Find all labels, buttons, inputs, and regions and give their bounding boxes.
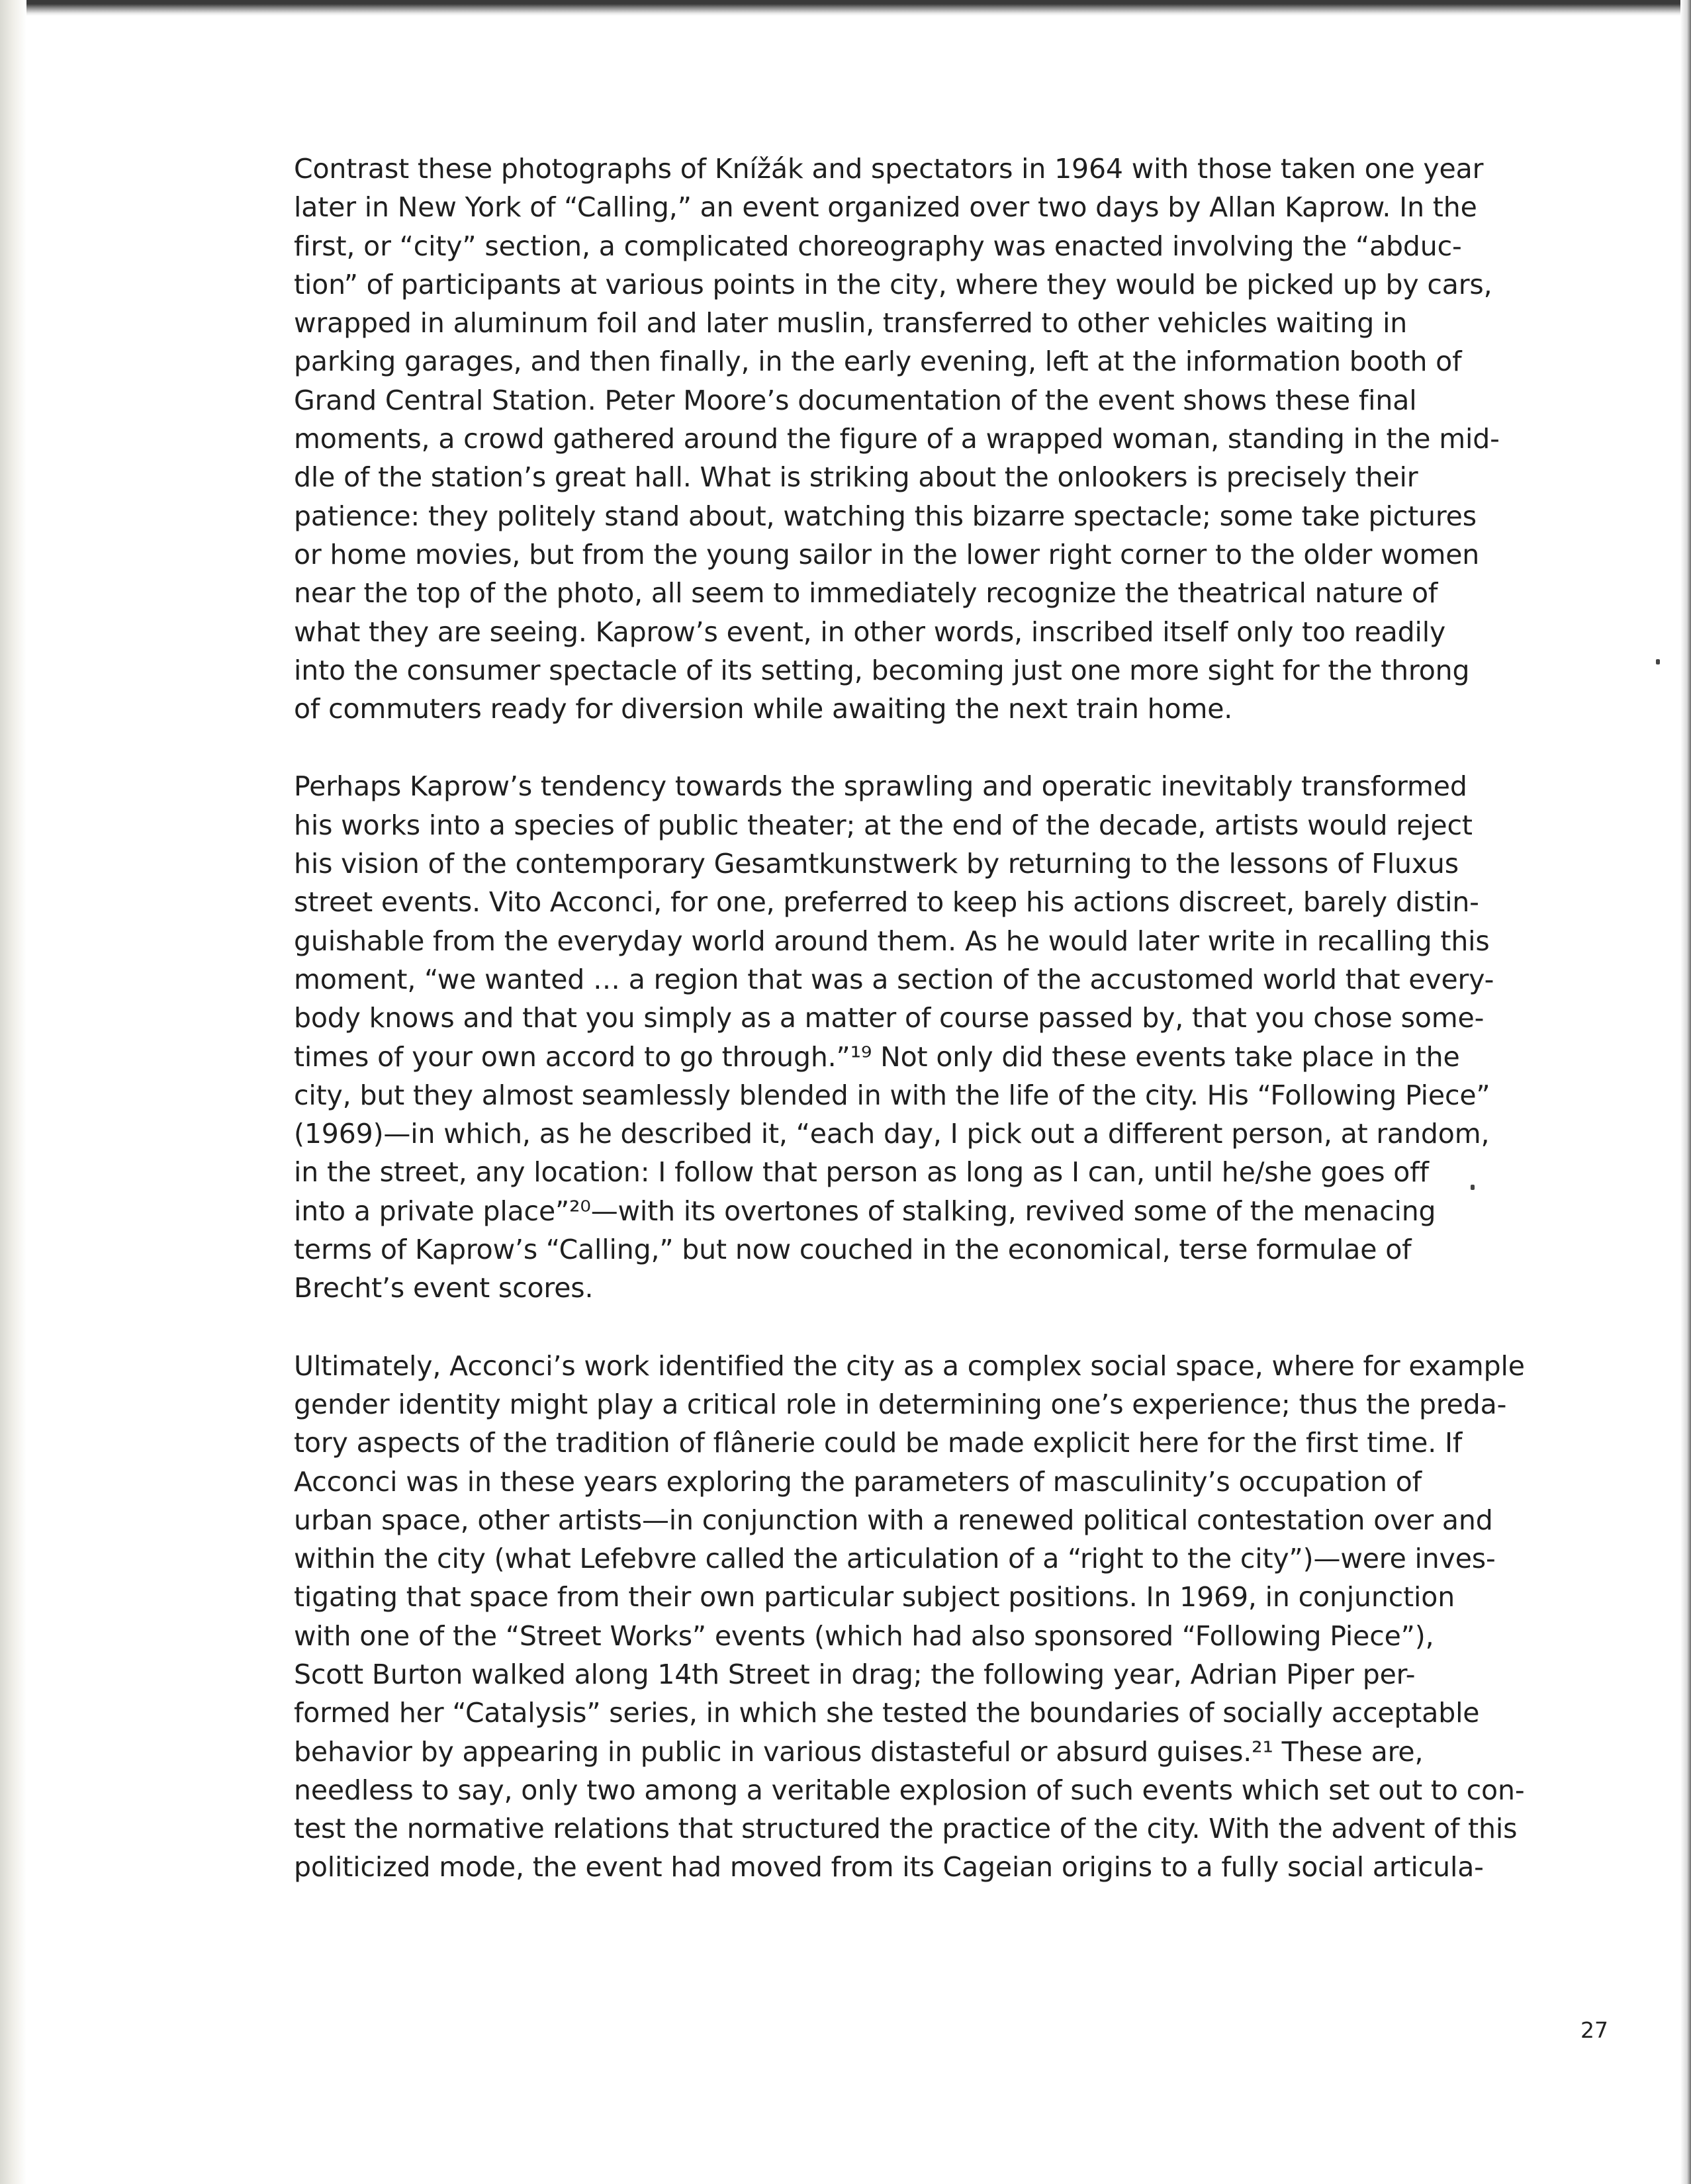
text-line: Perhaps Kaprow’s tendency towards the sprawling and operatic inevitably transformed <box>294 770 1467 803</box>
text-line: Grand Central Station. Peter Moore’s documentation of the event shows these final <box>294 384 1417 416</box>
text-line: behavior by appearing in public in various distasteful or absurd guises.²¹ These are, <box>294 1735 1424 1768</box>
text-line: formed her “Catalysis” series, in which she tested the boundaries of socially acceptable <box>294 1697 1480 1729</box>
text-line: needless to say, only two among a veritable explosion of such events which set out to con- <box>294 1774 1525 1806</box>
text-line: patience: they politely stand about, watching this bizarre spectacle; some take pictures <box>294 500 1477 532</box>
text-line: Ultimately, Acconci’s work identified the city as a complex social space, where for example <box>294 1349 1525 1382</box>
text-line: within the city (what Lefebvre called the articulation of a “right to the city”)—were inves- <box>294 1543 1496 1575</box>
text-line: street events. Vito Acconci, for one, preferred to keep his actions discreet, barely distin- <box>294 886 1479 919</box>
text-line: into the consumer spectacle of its setting, becoming just one more sight for the throng <box>294 654 1470 686</box>
text-line: (1969)—in which, as he described it, “each day, I pick out a different person, at random, <box>294 1118 1490 1150</box>
text-line: later in New York of “Calling,” an event organized over two days by Allan Kaprow. In the <box>294 191 1477 224</box>
paragraph-3 <box>294 1347 1525 1887</box>
text-line: dle of the station’s great hall. What is striking about the onlookers is precisely their <box>294 461 1418 494</box>
scan-speck <box>1471 1185 1475 1190</box>
text-line: first, or “city” section, a complicated choreography was enacted involving the “abduc- <box>294 230 1462 262</box>
text-line: tory aspects of the tradition of flânerie could be made explicit here for the first time. If <box>294 1427 1463 1459</box>
text-line: in the street, any location: I follow that person as long as I can, until he/she goes off <box>294 1156 1429 1189</box>
text-line: what they are seeing. Kaprow’s event, in other words, inscribed itself only too readily <box>294 615 1446 648</box>
text-line: Scott Burton walked along 14th Street in drag; the following year, Adrian Piper per- <box>294 1658 1416 1690</box>
text-line: into a private place”²⁰—with its overtones of stalking, revived some of the menacing <box>294 1195 1436 1227</box>
text-line: tion” of participants at various points in the city, where they would be picked up by cars, <box>294 268 1492 300</box>
text-line: tigating that space from their own particular subject positions. In 1969, in conjunction <box>294 1581 1455 1614</box>
text-line: of commuters ready for diversion while awaiting the next train home. <box>294 693 1233 725</box>
text-line: Acconci was in these years exploring the parameters of masculinity’s occupation of <box>294 1465 1422 1498</box>
page-number: 27 <box>1580 2017 1608 2043</box>
scan-border-right <box>1680 0 1691 2184</box>
text-line: wrapped in aluminum foil and later muslin, transferred to other vehicles waiting in <box>294 307 1408 340</box>
scan-border-left <box>0 0 26 2184</box>
text-line: with one of the “Street Works” events (which had also sponsored “Following Piece”), <box>294 1619 1434 1652</box>
text-line: politicized mode, the event had moved from its Cageian origins to a fully social articula- <box>294 1851 1484 1884</box>
text-line: his vision of the contemporary Gesamtkunstwerk by returning to the lessons of Fluxus <box>294 848 1459 880</box>
text-line: terms of Kaprow’s “Calling,” but now couched in the economical, terse formulae of <box>294 1234 1412 1266</box>
text-line: times of your own accord to go through.”¹⁹ Not only did these events take place in the <box>294 1040 1460 1073</box>
text-line: moment, “we wanted … a region that was a section of the accustomed world that every- <box>294 963 1494 995</box>
text-line: or home movies, but from the young sailor in the lower right corner to the older women <box>294 538 1480 570</box>
paragraph-2 <box>294 767 1494 1307</box>
text-line: guishable from the everyday world around them. As he would later write in recalling this <box>294 925 1490 957</box>
text-line: city, but they almost seamlessly blended in with the life of the city. His “Following Piece” <box>294 1079 1490 1111</box>
body-text <box>294 150 1525 1887</box>
text-line: body knows and that you simply as a matter of course passed by, that you chose some- <box>294 1002 1485 1034</box>
text-line: test the normative relations that structured the practice of the city. With the advent of this <box>294 1813 1518 1845</box>
text-line: near the top of the photo, all seem to immediately recognize the theatrical nature of <box>294 577 1438 610</box>
text-line: Brecht’s event scores. <box>294 1272 594 1304</box>
paragraph-1 <box>294 150 1500 728</box>
text-line: his works into a species of public theater; at the end of the decade, artists would reject <box>294 809 1473 841</box>
text-line: gender identity might play a critical role in determining one’s experience; thus the preda- <box>294 1388 1507 1420</box>
scan-speck <box>1656 659 1660 664</box>
text-line: parking garages, and then finally, in the early evening, left at the information booth of <box>294 345 1462 378</box>
text-line: Contrast these photographs of Knížák and spectators in 1964 with those taken one year <box>294 153 1484 185</box>
text-line: moments, a crowd gathered around the figure of a wrapped woman, standing in the mid- <box>294 423 1500 455</box>
scan-border-top <box>0 0 1691 16</box>
text-line: urban space, other artists—in conjunction with a renewed political contestation over and <box>294 1504 1493 1536</box>
